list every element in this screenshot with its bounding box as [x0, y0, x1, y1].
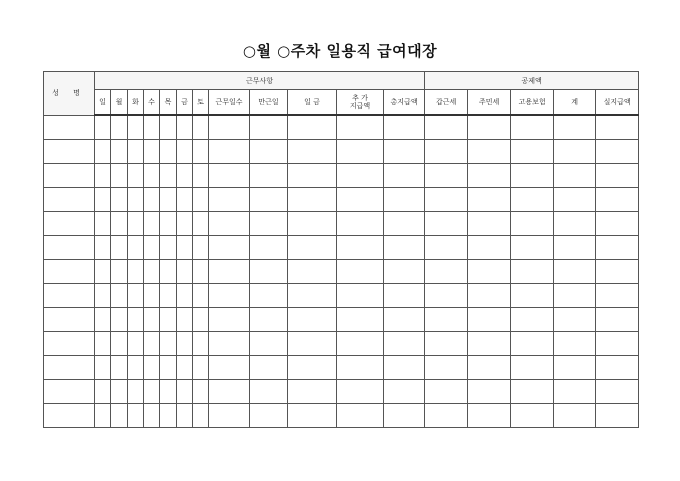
full-attendance-days-header: 만근일 — [250, 90, 288, 116]
table-row — [44, 284, 639, 308]
table-cell — [511, 164, 554, 188]
table-cell — [44, 308, 95, 332]
table-cell — [44, 332, 95, 356]
table-cell — [160, 332, 177, 356]
table-cell — [128, 212, 144, 236]
table-cell — [144, 380, 160, 404]
table-cell — [250, 308, 288, 332]
table-cell — [111, 164, 128, 188]
table-cell — [209, 188, 250, 212]
table-cell — [337, 356, 384, 380]
table-cell — [425, 332, 468, 356]
table-cell — [288, 260, 337, 284]
table-cell — [384, 332, 425, 356]
table-cell — [596, 164, 639, 188]
table-cell — [337, 284, 384, 308]
table-cell — [596, 380, 639, 404]
table-cell — [384, 115, 425, 140]
table-cell — [511, 236, 554, 260]
table-cell — [425, 260, 468, 284]
table-cell — [468, 284, 511, 308]
table-cell — [511, 284, 554, 308]
table-cell — [554, 380, 596, 404]
table-cell — [425, 164, 468, 188]
table-cell — [511, 332, 554, 356]
table-cell — [160, 284, 177, 308]
weekday-tue-header: 화 — [128, 90, 144, 116]
table-cell — [554, 140, 596, 164]
table-cell — [288, 332, 337, 356]
table-cell — [44, 404, 95, 428]
deductions-header: 공제액 — [425, 72, 639, 90]
table-row — [44, 356, 639, 380]
table-cell — [111, 308, 128, 332]
table-cell — [177, 332, 193, 356]
table-cell — [596, 308, 639, 332]
table-cell — [337, 164, 384, 188]
table-cell — [160, 115, 177, 140]
table-cell — [209, 308, 250, 332]
table-cell — [144, 236, 160, 260]
table-cell — [337, 404, 384, 428]
table-cell — [160, 164, 177, 188]
table-cell — [44, 164, 95, 188]
table-cell — [511, 308, 554, 332]
table-cell — [554, 212, 596, 236]
name-header: 성 명 — [44, 72, 95, 116]
payroll-rows — [44, 115, 639, 428]
table-row — [44, 260, 639, 284]
table-cell — [511, 260, 554, 284]
table-cell — [111, 115, 128, 140]
table-cell — [111, 356, 128, 380]
table-cell — [209, 356, 250, 380]
table-row — [44, 308, 639, 332]
table-cell — [511, 356, 554, 380]
table-cell — [128, 404, 144, 428]
table-cell — [384, 356, 425, 380]
table-cell — [511, 212, 554, 236]
table-cell — [209, 284, 250, 308]
table-cell — [288, 140, 337, 164]
table-cell — [425, 308, 468, 332]
table-cell — [95, 236, 111, 260]
income-tax-header: 갑근세 — [425, 90, 468, 116]
table-cell — [468, 356, 511, 380]
table-cell — [596, 212, 639, 236]
table-cell — [111, 212, 128, 236]
payroll-table — [43, 71, 639, 428]
table-cell — [193, 164, 209, 188]
table-cell — [95, 308, 111, 332]
table-cell — [250, 332, 288, 356]
table-cell — [128, 380, 144, 404]
table-cell — [209, 236, 250, 260]
table-cell — [128, 188, 144, 212]
table-cell — [160, 380, 177, 404]
table-cell — [128, 236, 144, 260]
weekday-thu-header: 목 — [160, 90, 177, 116]
weekday-wed-header: 수 — [144, 90, 160, 116]
table-cell — [596, 284, 639, 308]
table-cell — [128, 332, 144, 356]
table-cell — [554, 404, 596, 428]
table-cell — [160, 404, 177, 428]
table-cell — [554, 308, 596, 332]
table-cell — [177, 284, 193, 308]
table-cell — [177, 356, 193, 380]
table-cell — [425, 212, 468, 236]
table-cell — [193, 236, 209, 260]
table-cell — [288, 284, 337, 308]
table-cell — [337, 140, 384, 164]
table-cell — [95, 260, 111, 284]
table-cell — [468, 260, 511, 284]
table-cell — [596, 236, 639, 260]
table-cell — [384, 404, 425, 428]
table-cell — [337, 236, 384, 260]
table-cell — [596, 115, 639, 140]
table-cell — [160, 212, 177, 236]
days-worked-header: 근무일수 — [209, 90, 250, 116]
table-cell — [468, 236, 511, 260]
table-cell — [95, 404, 111, 428]
table-cell — [95, 140, 111, 164]
weekday-fri-header: 금 — [177, 90, 193, 116]
table-cell — [44, 188, 95, 212]
table-cell — [468, 115, 511, 140]
extra-pay-header — [337, 90, 384, 116]
deduction-total-header: 계 — [554, 90, 596, 116]
table-cell — [384, 260, 425, 284]
table-cell — [384, 164, 425, 188]
table-cell — [128, 140, 144, 164]
table-row — [44, 140, 639, 164]
table-row — [44, 164, 639, 188]
table-cell — [511, 404, 554, 428]
table-cell — [288, 212, 337, 236]
table-cell — [250, 188, 288, 212]
table-cell — [511, 115, 554, 140]
table-cell — [193, 188, 209, 212]
table-row — [44, 332, 639, 356]
table-cell — [384, 188, 425, 212]
table-cell — [337, 380, 384, 404]
table-cell — [44, 140, 95, 164]
table-cell — [111, 236, 128, 260]
table-cell — [250, 260, 288, 284]
table-cell — [384, 308, 425, 332]
table-cell — [44, 380, 95, 404]
table-cell — [44, 212, 95, 236]
table-cell — [193, 260, 209, 284]
table-cell — [144, 115, 160, 140]
total-pay-header: 총지급액 — [384, 90, 425, 116]
table-cell — [554, 236, 596, 260]
table-cell — [177, 236, 193, 260]
table-cell — [144, 140, 160, 164]
resident-tax-header: 주민세 — [468, 90, 511, 116]
table-cell — [95, 164, 111, 188]
table-cell — [209, 140, 250, 164]
table-cell — [144, 164, 160, 188]
table-cell — [177, 212, 193, 236]
table-cell — [384, 212, 425, 236]
table-cell — [111, 284, 128, 308]
table-cell — [468, 308, 511, 332]
table-cell — [468, 188, 511, 212]
table-cell — [128, 115, 144, 140]
table-cell — [44, 356, 95, 380]
extra-pay-header-line2: 지급액 — [349, 102, 371, 110]
table-cell — [554, 284, 596, 308]
table-cell — [288, 308, 337, 332]
table-cell — [554, 260, 596, 284]
table-cell — [209, 212, 250, 236]
table-cell — [160, 356, 177, 380]
table-cell — [111, 140, 128, 164]
table-cell — [177, 115, 193, 140]
table-cell — [288, 356, 337, 380]
table-cell — [160, 308, 177, 332]
table-cell — [144, 212, 160, 236]
table-cell — [554, 332, 596, 356]
table-cell — [209, 332, 250, 356]
table-row — [44, 188, 639, 212]
table-cell — [193, 380, 209, 404]
net-pay-header: 실지급액 — [596, 90, 639, 116]
table-cell — [384, 380, 425, 404]
table-cell — [193, 212, 209, 236]
table-cell — [250, 284, 288, 308]
table-cell — [111, 332, 128, 356]
table-cell — [554, 115, 596, 140]
table-cell — [177, 404, 193, 428]
table-cell — [554, 188, 596, 212]
table-cell — [177, 380, 193, 404]
table-cell — [468, 212, 511, 236]
table-cell — [209, 404, 250, 428]
table-cell — [288, 115, 337, 140]
table-cell — [425, 404, 468, 428]
table-cell — [468, 164, 511, 188]
table-cell — [209, 380, 250, 404]
table-cell — [144, 332, 160, 356]
table-cell — [209, 164, 250, 188]
weekday-sat-header: 토 — [193, 90, 209, 116]
table-cell — [250, 236, 288, 260]
table-cell — [468, 332, 511, 356]
table-cell — [95, 212, 111, 236]
table-cell — [384, 284, 425, 308]
table-cell — [384, 140, 425, 164]
table-cell — [144, 188, 160, 212]
table-cell — [596, 404, 639, 428]
table-cell — [554, 164, 596, 188]
work-details-header: 근무사항 — [95, 72, 425, 90]
table-cell — [111, 380, 128, 404]
weekday-mon-header: 월 — [111, 90, 128, 116]
table-cell — [596, 356, 639, 380]
table-cell — [511, 380, 554, 404]
table-cell — [95, 188, 111, 212]
table-cell — [193, 332, 209, 356]
table-row — [44, 380, 639, 404]
table-row — [44, 236, 639, 260]
table-cell — [337, 188, 384, 212]
table-cell — [425, 115, 468, 140]
table-cell — [425, 236, 468, 260]
table-cell — [144, 260, 160, 284]
table-cell — [44, 236, 95, 260]
table-cell — [193, 356, 209, 380]
table-cell — [288, 164, 337, 188]
table-cell — [425, 140, 468, 164]
table-cell — [250, 356, 288, 380]
table-cell — [384, 236, 425, 260]
table-cell — [160, 140, 177, 164]
table-cell — [128, 356, 144, 380]
table-cell — [511, 140, 554, 164]
table-cell — [337, 332, 384, 356]
table-cell — [209, 115, 250, 140]
table-cell — [596, 140, 639, 164]
table-cell — [288, 404, 337, 428]
table-cell — [193, 140, 209, 164]
table-cell — [250, 140, 288, 164]
table-row — [44, 404, 639, 428]
table-cell — [44, 284, 95, 308]
table-cell — [250, 164, 288, 188]
table-cell — [596, 332, 639, 356]
table-cell — [144, 356, 160, 380]
table-cell — [468, 140, 511, 164]
table-cell — [128, 284, 144, 308]
table-cell — [144, 284, 160, 308]
table-cell — [111, 404, 128, 428]
table-cell — [128, 164, 144, 188]
table-cell — [128, 260, 144, 284]
table-cell — [160, 260, 177, 284]
table-cell — [554, 356, 596, 380]
table-cell — [95, 332, 111, 356]
table-row — [44, 212, 639, 236]
table-cell — [425, 356, 468, 380]
table-cell — [468, 380, 511, 404]
table-cell — [144, 404, 160, 428]
table-cell — [111, 188, 128, 212]
table-cell — [44, 260, 95, 284]
table-cell — [177, 188, 193, 212]
table-cell — [144, 308, 160, 332]
table-cell — [128, 308, 144, 332]
table-cell — [596, 188, 639, 212]
table-cell — [177, 260, 193, 284]
table-row — [44, 115, 639, 140]
table-cell — [95, 380, 111, 404]
table-cell — [511, 188, 554, 212]
table-cell — [596, 260, 639, 284]
table-cell — [44, 115, 95, 140]
table-cell — [95, 284, 111, 308]
table-cell — [337, 115, 384, 140]
table-cell — [425, 380, 468, 404]
table-cell — [250, 380, 288, 404]
table-cell — [193, 308, 209, 332]
table-cell — [288, 236, 337, 260]
table-cell — [177, 308, 193, 332]
extra-pay-header-line1: 추 가 — [352, 94, 368, 102]
table-cell — [337, 308, 384, 332]
table-cell — [193, 404, 209, 428]
table-cell — [288, 380, 337, 404]
table-cell — [193, 115, 209, 140]
table-cell — [95, 356, 111, 380]
table-cell — [209, 260, 250, 284]
table-cell — [111, 260, 128, 284]
weekday-sun-header: 일 — [95, 90, 111, 116]
table-cell — [468, 404, 511, 428]
table-cell — [250, 115, 288, 140]
table-cell — [337, 260, 384, 284]
table-cell — [193, 284, 209, 308]
page-title: ○월 ○주차 일용직 급여대장 — [242, 42, 438, 60]
daily-wage-header: 일 금 — [288, 90, 337, 116]
employment-insurance-header: 고용보험 — [511, 90, 554, 116]
table-cell — [160, 236, 177, 260]
table-cell — [250, 404, 288, 428]
table-cell — [177, 140, 193, 164]
table-cell — [177, 164, 193, 188]
table-cell — [160, 188, 177, 212]
table-cell — [288, 188, 337, 212]
table-cell — [425, 188, 468, 212]
table-cell — [95, 115, 111, 140]
table-cell — [425, 284, 468, 308]
table-cell — [250, 212, 288, 236]
table-cell — [337, 212, 384, 236]
